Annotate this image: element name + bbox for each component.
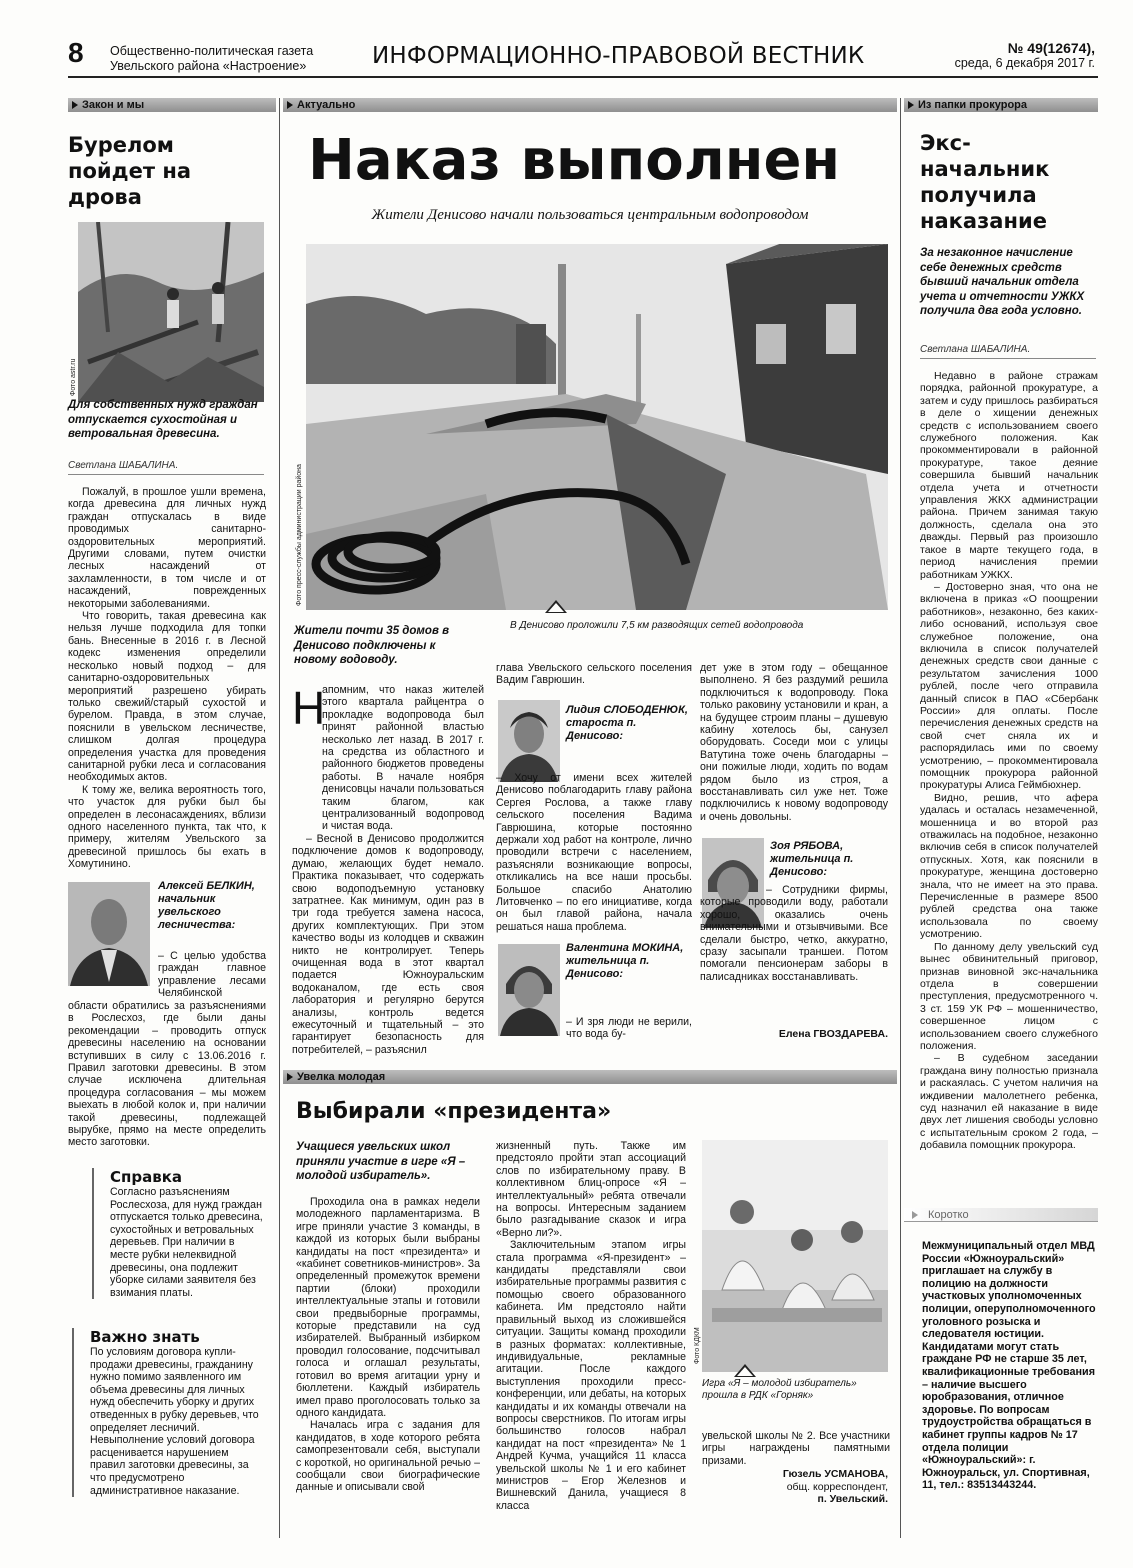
students-photo-caption: Игра «Я – молодой избиратель» прошла в РДК «Горняк» [702,1378,857,1401]
center-col1-p1: апомним, что наказ жителей этого квартала райцентра о прокладке водопровода был принят районной властью несколько лет назад. В 2017 г. на средства из областного и районного бюджетов проведены работы. В начале ноября денисовцы начали пользоваться таким благом, как централизованный водопровод и чистая вода. [322,684,484,833]
students-photo [702,1140,888,1372]
left-body-p2: Что говорить, такая древесина как нельзя лучше подходила для топки бань. Внесенные в 2016 г. в Лесной кодекс изменения определили несколько новый подход – для санитарно-оздоровительных мероприятий разрешено убирать только свежий/старый сухостой и бурелом. Правда, в этом случае, пояснили в увельском лесничестве, слишком долгая процедура определения участка для проведения санитарной рубки леса и согласования необходимых актов. [68,610,266,784]
rubric-short [904,1208,1098,1222]
section-title: ИНФОРМАЦИОННО-ПРАВОВОЙ ВЕСТНИК [372,43,865,69]
youth-sig-role: общ. корреспондент, [786,1480,888,1493]
youth-col1-p2: Началась игра с задания для кандидатов, в ходе которого ребята самопрезентовали себя, выступали с короткой, но оригинальной речью – сообщали свои биографические данные и описывали свой [296,1419,480,1494]
center-subhead: Жители Денисово начали пользоваться центральным водопроводом [371,207,809,223]
q3-body: – Сотрудники фирмы, которые проводили воду, работали хорошо, оказались очень внимательными и отзывчивыми. Все сделали быстро, четко, аккуратно, сразу засыпали траншеи. Потом помогали пенсионерам заборы в палисадниках восстанавливать. [700,884,888,983]
reference-body: Согласно разъяснениям Рослесхоза, для нужд граждан отпускается только древесина, сухостойных и ветровальных деревьев. При наличии в месте рубки нелеквидной древесины, она подлежит уборке силами заявителя без взимания платы. [110,1186,263,1299]
belkin-role: начальник увельского лесничества: [158,893,236,931]
short-rubric-label: Коротко [928,1209,969,1221]
important-title: Важно знать [90,1328,200,1346]
youth-col1-p1: Проходила она в рамках недели молодежного парламентаризма. В игре приняли участие 3 команды, в каждой из которых были выбраны кандидаты на пост «президента» и «кабинет советников-министров». За определенный промежуток времени партии (блоки) проходили интеллектуальные этапы и готовили свои предвыборные программы, которые представили на суд избирателей. Выбранный избирком проводил голосование, подсчитывал голоса и оглашал результаты, готовил во время агитации урну и бюллетени. Каждый избиратель имел право проголосовать только за одного кандидата. [296,1196,480,1419]
right-body-p4: По данному делу увельский суд вынес обвинительный приговор, признав виновной экс-начальника отдела в совершении преступления, предусмотренного ч. 3 ст. 159 УК РФ – мошенничество, совершенное лицом с использованием своего служебного положения. [920,940,1098,1052]
issue-info [955,40,1095,71]
rubric-actual: Актуально [283,98,897,112]
youth-sig-place: п. Увельский. [817,1493,888,1505]
center-col1 [292,684,484,1056]
center-headline: Наказ выполнен [308,128,841,193]
youth-caption-arrow-icon [734,1364,756,1377]
right-body-p3: Видно, решив, что афера удалась и осталась незамеченной, мошенница и во второй раз отважилась на подобное, незаконно включив себя в список получателей отпускных. Хотя, как пояснили в прокуратуре, женщина достоверно знала, что не имеет на это права. Перечисленные в размере 8500 рублей средства она также использовала по своему усмотрению. [920,791,1098,941]
youth-col2 [496,1140,686,1512]
right-body-p5: – В судебном заседании граждана вину полностью признала и раскаялась. С учетом наличия на иждивении малолетнего ребенка, суд назначил ей наказание в виде двух лет лишения свободы условно с испытательным сроком 2 года, – добавила помощник прокурора. [920,1052,1098,1152]
youth-signature [702,1468,888,1506]
q1-body: – Хочу от имени всех жителей Денисово поблагодарить главу района Сергея Рослова, а также главу сельского поселения Вадима Гаврюшина, которые постоянно держали ход работ на контроле, лично проводили встречи с населением, разъясняли возникающие вопросы, откликались на все наши просьбы. Большое спасибо Анатолию Литовченко – по его инициативе, когда он был главой района, начала решаться наша проблема. [496,772,692,933]
youth-col3: увельской школы № 2. Все участники игры награждены памятными призами. [702,1430,890,1467]
rubric-prosecutor: Из папки прокурора [904,98,1098,112]
slobodenyuk-portrait [498,700,560,782]
caption-arrow-icon [545,600,567,613]
students-photo-credit: Фото КДКМ [694,1327,701,1364]
right-body-p1: Недавно в районе стражам порядка, районной прокуратуре, а затем и суду пришлось разбираться в деле о хищении денежных средств с использованием своего служебного положения. Как прокомментировали в районной прокуратуре, такое деяние совершила бывший начальник отдела учета и отчетности управления ЖКХ администрации района. Причем занимая такую должность, сделала она это дважды. Первый раз произошло такое в марте текущего года, в период начисления премии работникам УЖКХ. [920,370,1098,581]
youth-col2-p1: жизненный путь. Также им предстояло пройти этап ассоциаций слов по избирательному праву. В коллективном блиц-опросе «Я – интеллектуальный» ребята отвечали на вопросы. Интересным заданием было разгадывание сказок и игра «Верно ли?». [496,1140,686,1239]
dropcap: Н [292,682,326,734]
pipe-photo-caption: В Денисово проложили 7,5 км разводящих сетей водопровода [510,620,804,631]
q1-header [566,704,692,743]
column-rule-left [279,98,280,1538]
short-body: Межмуниципальный отдел МВД России «Южноуральский» приглашает на службу в полицию на должности участковых уполномоченных полиции, оперуполномоченного уголовного розыска и следователя юстиции. Кандидатами могут стать граждане РФ не старше 35 лет, квалификационные требования – наличие высшего юробразования, отличное здоровье. По вопросам трудоустройства обращаться в кабинет группы кадров № 17 отдела полиции «Южноуральский»: г. Южноуральск, ул. Спортивная, 11, тел.: 83513443244. [922,1240,1096,1492]
left-author: Светлана ШАБАЛИНА. [68,460,179,471]
pipe-photo-credit: Фото пресс-службы администрации района [296,464,303,606]
issue-date: среда, 6 декабря 2017 г. [954,56,1095,70]
short-rubric-arrow-icon [912,1211,918,1219]
mokina-portrait [498,944,560,1036]
youth-lead: Учащиеся увельских школ приняли участие в игре «Я – молодой избиратель». [296,1141,466,1182]
page-number: 8 [68,37,84,68]
q1-role: староста п. Денисово: [566,717,637,742]
right-lead: За незаконное начисление себе денежных средств бывший начальник отдела учета и отчетности УЖКХ получила два года условно. [920,247,1085,317]
right-author-rule [920,358,1096,359]
center-col2-top: глава Увельского сельского поселения Вадим Гаврюшин. [496,662,692,687]
pipe-photo [306,244,888,610]
q2-role: жительница п. Денисово: [566,955,650,980]
youth-headline: Выбирали «президента» [296,1099,612,1124]
belkin-name: Алексей БЕЛКИН, [158,880,255,892]
youth-sig-name: Гюзель УСМАНОВА, [782,1468,888,1480]
q1-name: Лидия СЛОБОДЕНЮК, [566,704,688,716]
youth-col2-p2: Заключительным этапом игры стала программа «Я-президент» – кандидаты представляли свои избирательные программы развития с помощью своего образованного кабинета. Им предстояло найти правильный выход из сложившейся ситуации. Защиты команд проходили в разных форматах: коллективные, индивидуальные, рекламные агитации. После каждого выступления проходили пресс-конференции, или дебаты, на которых кандидаты и их команды отвечали на вопросы сверстников. По итогам игры большинство голосов набрал кандидат на пост «президента» № 1 Андрей Кучма, учащийся 11 класса увельской школы № 1 и его кабинет министров – Егор Железнов и Вишневский Данила, учащиеся 8 класса [496,1239,686,1512]
pipe-photo-lead: Жители почти 35 домов в Денисово подключены к новому водоводу. [294,625,450,666]
issue-number: № 49(12674), [1007,40,1095,56]
right-body [920,370,1098,1152]
belkin-portrait [68,882,150,986]
center-col1-p2: – Весной в Денисово продолжится подключение домов к водопроводу, думаю, желающих будет немало. Практика показывает, что содержать свою водоподъемную установку затратнее. Как минимум, один раз в три года требуется замена насоса, других комплектующих. При этом качество воды из колодцев и скважин никто не контролирует. Теперь очищенная вода в этот квартал подается Южноуральским водоканалом, где есть своя лаборатория и регулярно берутся анализы, контроль ведется ежесуточный и тщательный – это гарантирует безопасность для потребителей, – разъяснил [292,832,484,1056]
youth-col1 [296,1196,480,1494]
reference-title: Справка [110,1168,183,1186]
q2-header [566,942,692,981]
rubric-youth: Увелка молодая [283,1070,897,1084]
q2-body: – И зря люди не верили, что вода бу- [566,1016,692,1041]
left-body [68,486,266,871]
paper-name-line2: Увельского района «Настроение» [110,59,307,73]
paper-name [110,44,313,74]
belkin-quote-header [158,880,264,932]
right-author: Светлана ШАБАЛИНА. [920,344,1031,355]
q3-header [770,840,888,879]
belkin-quote-body-2: области обратились за разъяснениями в Рослесхоз, где были даны рекомендации – проводить отпуск древесины населению на основании вступивших в силу с 13.06.2016 г. Правил заготовки древесины. В этом случае исключена длительная процедура согласования – мы можем выехать в любой колок и, при наличии такой древесины, подлежащей вырубке, прямо на месте определить место заготовки. [68,1000,266,1149]
q3-role: жительница п. Денисово: [770,853,854,878]
left-body-p1: Пожалуй, в прошлое ушли времена, когда древесина для личных нужд граждан отпускалась в виде проводимых санитарно-оздоровительных мероприятий. Другими словами, путем очистки лесных насаждений от захламленности, в том числе и от насаждений, поврежденных некоторыми заболеваниями. [68,486,266,610]
left-lead: Для собственных нужд граждан отпускается сухостойная и ветровальная древесина. [68,399,258,440]
column-rule-right [900,98,901,1538]
q2-name: Валентина МОКИНА, [566,942,684,954]
header-rule [68,76,1098,78]
reference-box [92,1168,264,1299]
center-signature: Елена ГВОЗДАРЕВА. [778,1028,888,1040]
right-headline: Экс-начальник получила наказание [920,131,1050,233]
rubric-law: Закон и мы [68,98,276,112]
center-col3-top: дет уже в этом году – обещанное выполнено. Я без раздумий решила подключиться к водопроводу. Пока только раковину установили и кран, а на будущее строим планы – душевую кабину хотелось бы, санузел оборудовать. Соседи мои с улицы Ватутина тоже очень благодарны – они пожилые люди, ходить по водам рядом было из строя, а восстанавливать сил уже нет. Тоже подключились к новому водопроводу и очень довольны. [700,662,888,823]
left-headline: Бурелом пойдет на дрова [68,133,192,209]
forest-photo [78,222,264,402]
left-body-p3: К тому же, велика вероятность того, что участок для рубки был бы определен в лесонасаждениях, вблизи одного населенного пункта, так что, к примеру, жителям Увельского за древесиной пришлось бы ехать в Хомутинино. [68,783,266,871]
important-body: По условиям договора купли-продажи древесины, гражданину нужно помимо заявленного им объема древесины для личных нужд обеспечить уборку и других отведенных в рубку деревьев, что определяет лесничий. Невыполнение условий договора расценивается нарушением правил заготовки древесины, за что предусмотрено административное наказание. [90,1346,259,1497]
right-body-p2: – Достоверно зная, что она не включена в приказ «О поощрении работников», незаконно, без каких-либо оснований, используя свое служебное положение, она включила в список получателей денежных средств свои данные с результатом зачисления 1000 рублей, после чего отправила данный список в ПАО «Сбербанк России» для оплаты. После перечисления денежных средств на свой счет сняла их и распорядилась ими по своему усмотрению, – прокомментировала помощник прокурора районной прокуратуры Алиса Геймбюхнер. [920,580,1098,792]
forest-photo-credit: Фото astr.ru [70,358,77,396]
important-box [72,1328,266,1497]
left-author-rule [68,474,264,475]
paper-name-line1: Общественно-политическая газета [110,44,314,58]
belkin-quote-body-1: – С целью удобства граждан главное управление лесами Челябинской [158,950,266,1000]
q3-name: Зоя РЯБОВА, [770,840,844,852]
